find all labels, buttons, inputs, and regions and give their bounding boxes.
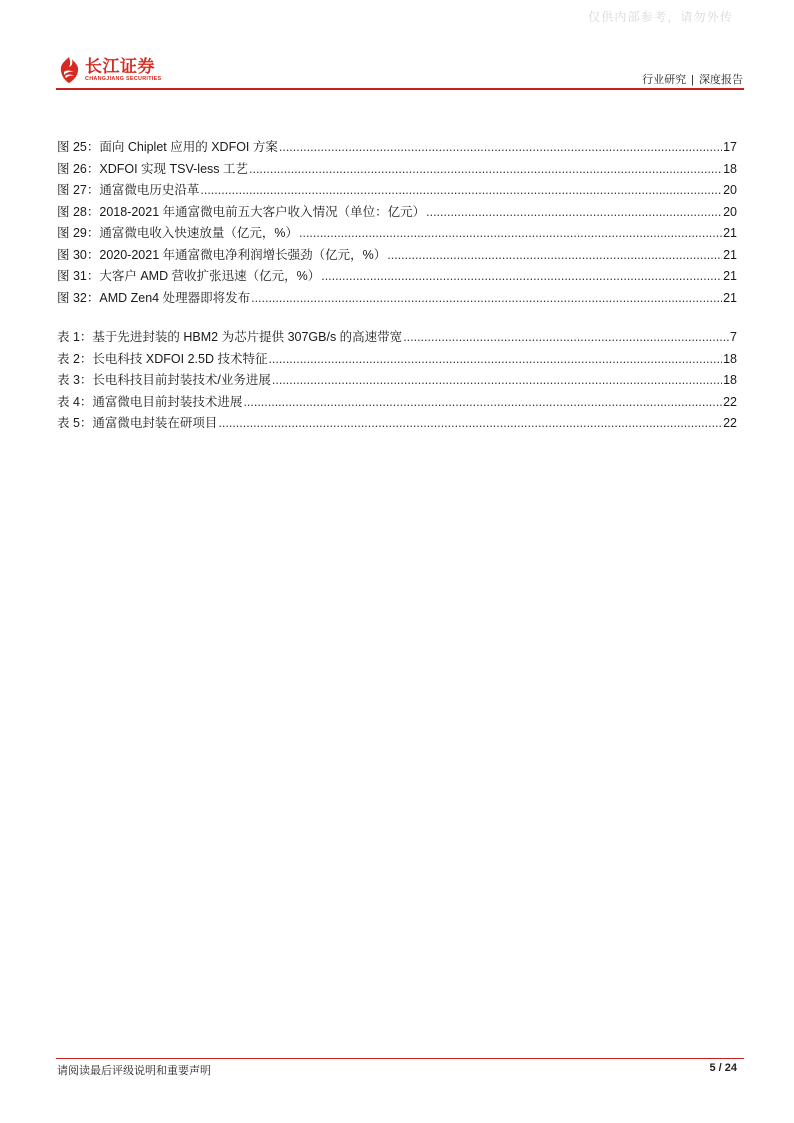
leader-dots xyxy=(426,205,722,219)
toc-entry-label: 表 1：基于先进封装的 HBM2 为芯片提供 307GB/s 的高速带宽 xyxy=(57,330,403,344)
toc-entry-table-3[interactable] xyxy=(57,370,737,392)
toc-entry-page: 20 xyxy=(723,183,737,197)
report-category xyxy=(642,71,743,87)
leader-dots xyxy=(387,248,722,262)
toc-entry-label: 图 27：通富微电历史沿革 xyxy=(57,183,200,197)
leader-dots xyxy=(268,352,722,366)
toc-entry-page: 21 xyxy=(723,226,737,240)
leader-dots xyxy=(272,373,722,387)
toc-entry-page: 17 xyxy=(723,140,737,154)
toc-entry-label: 图 25：面向 Chiplet 应用的 XDFOI 方案 xyxy=(57,140,278,154)
toc-entry-figure-31[interactable] xyxy=(57,266,737,288)
flame-logo-icon xyxy=(56,56,82,84)
toc-entry-table-5[interactable] xyxy=(57,413,737,435)
toc-entry-page: 21 xyxy=(723,290,737,305)
leader-dots xyxy=(200,183,722,197)
toc-entry-page: 18 xyxy=(723,161,737,176)
toc-entry-page: 21 xyxy=(723,269,737,283)
toc-entry-figure-29[interactable] xyxy=(57,223,737,245)
toc-entry-label: 图 28：2018-2021 年通富微电前五大客户收入情况（单位：亿元） xyxy=(57,204,426,219)
toc-entry-label: 图 29：通富微电收入快速放量（亿元，%） xyxy=(57,226,298,240)
toc-entry-page: 7 xyxy=(730,330,737,344)
toc-entry-table-4[interactable] xyxy=(57,392,737,414)
leader-dots xyxy=(299,226,722,240)
toc-entry-page: 22 xyxy=(723,394,737,409)
footer-divider xyxy=(56,1058,744,1059)
toc-entry-page: 18 xyxy=(723,373,737,387)
toc-entry-label: 图 30：2020-2021 年通富微电净利润增长强劲（亿元，%） xyxy=(57,247,387,262)
logo-name-en: CHANGJIANG SECURITIES xyxy=(85,75,162,82)
toc-entry-label: 表 2：长电科技 XDFOI 2.5D 技术特征 xyxy=(57,351,268,366)
toc-entry-page: 20 xyxy=(723,204,737,219)
toc-entry-figure-26[interactable] xyxy=(57,159,737,181)
toc-entry-page: 22 xyxy=(723,416,737,430)
toc-entry-label: 表 5：通富微电封装在研项目 xyxy=(57,416,218,430)
toc-entry-page: 21 xyxy=(723,247,737,262)
toc-entry-page: 18 xyxy=(723,351,737,366)
toc-entry-figure-27[interactable] xyxy=(57,180,737,202)
toc-entry-label: 图 26：XDFOI 实现 TSV-less 工艺 xyxy=(57,161,249,176)
figure-list xyxy=(57,137,737,309)
logo-name-cn: 长江证券 xyxy=(85,56,155,77)
header-report-type: 深度报告 xyxy=(699,74,743,86)
leader-dots xyxy=(218,416,722,430)
toc-entry-table-2[interactable] xyxy=(57,349,737,371)
table-list xyxy=(57,327,737,435)
leader-dots xyxy=(403,330,729,344)
header-divider xyxy=(56,88,744,90)
toc-entry-table-1[interactable] xyxy=(57,327,737,349)
page-number: 5 / 24 xyxy=(709,1062,737,1074)
company-logo xyxy=(56,56,161,84)
watermark: 仅供内部参考，请勿外传 xyxy=(588,10,734,24)
leader-dots xyxy=(243,395,722,409)
footer-disclaimer[interactable]: 请阅读最后评级说明和重要声明 xyxy=(57,1065,211,1077)
toc-entry-figure-30[interactable] xyxy=(57,245,737,267)
toc-entry-label: 图 32：AMD Zen4 处理器即将发布 xyxy=(57,290,251,305)
header-category: 行业研究 xyxy=(642,74,687,86)
leader-dots xyxy=(251,291,722,305)
leader-dots xyxy=(279,140,722,154)
toc-entry-figure-28[interactable] xyxy=(57,202,737,224)
toc-entry-label: 图 31：大客户 AMD 营收扩张迅速（亿元，%） xyxy=(57,269,321,283)
leader-dots xyxy=(321,269,722,283)
leader-dots xyxy=(249,162,722,176)
toc-entry-label: 表 4：通富微电目前封装技术进展 xyxy=(57,394,243,409)
toc-entry-figure-25[interactable] xyxy=(57,137,737,159)
header-separator: | xyxy=(691,74,694,86)
toc-entry-figure-32[interactable] xyxy=(57,288,737,310)
toc-entry-label: 表 3：长电科技目前封装技术/业务进展 xyxy=(57,373,271,387)
